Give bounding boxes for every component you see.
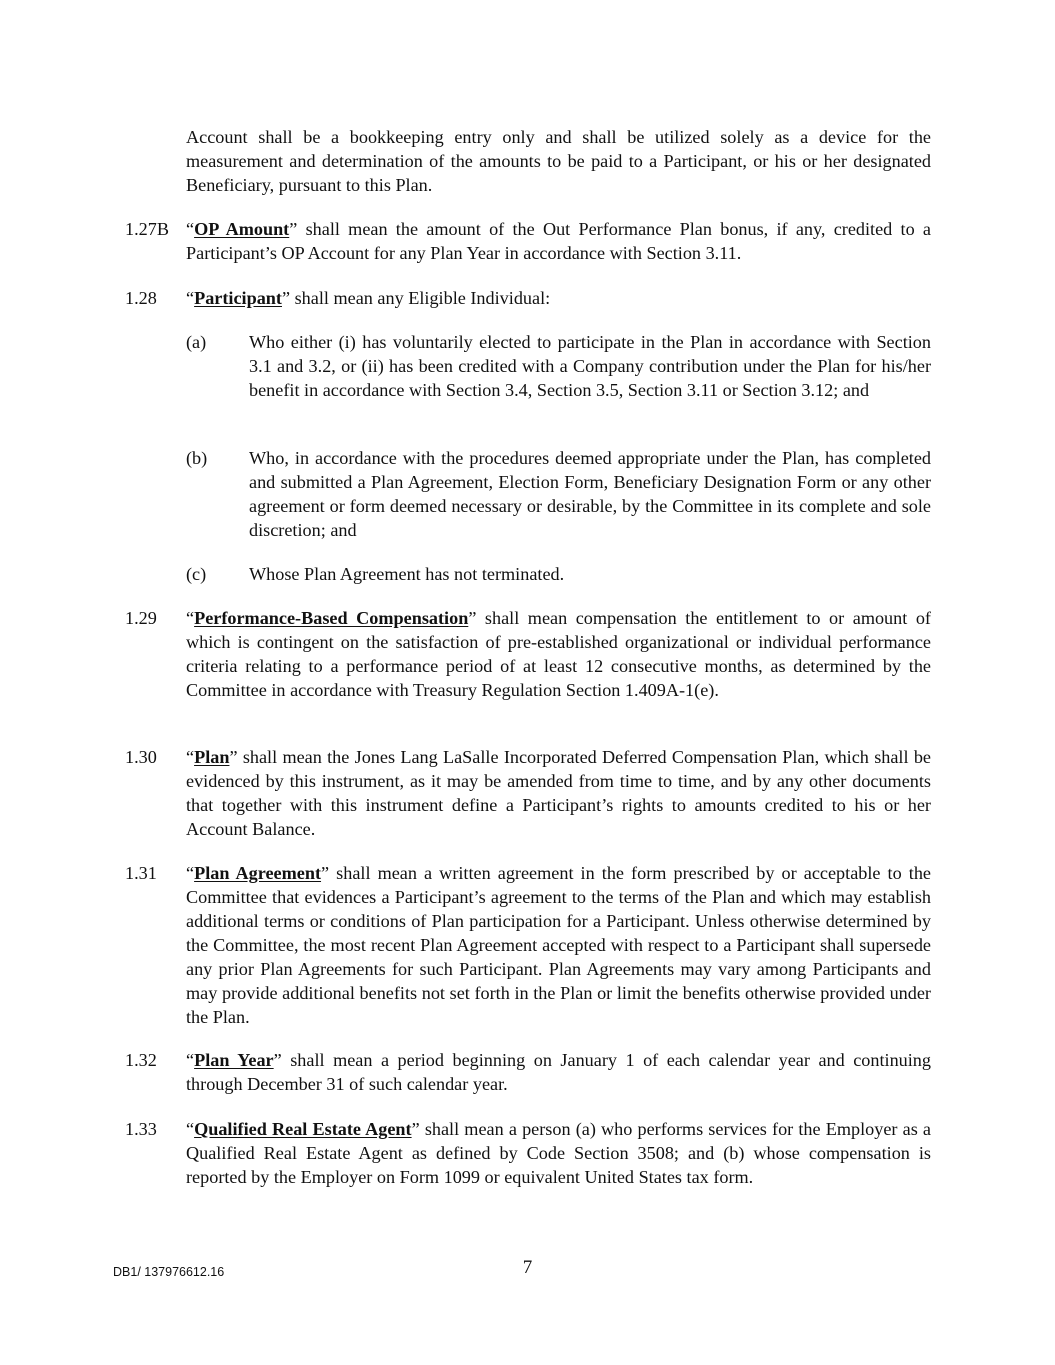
defined-term: OP Amount bbox=[194, 219, 290, 239]
open-quote: “ bbox=[186, 288, 195, 308]
open-quote: “ bbox=[186, 863, 195, 883]
section-number: 1.32 bbox=[125, 1050, 157, 1070]
section-number: 1.30 bbox=[125, 747, 157, 767]
defined-term: Performance-Based Compensation bbox=[194, 608, 469, 628]
subitem-text: Who, in accordance with the procedures deemed appropriate under the Plan, has completed and submitted a Plan Agreement, Election Form, Beneficiary Designation Form or any other agreement or form deemed necessary or desirable, by the Committee in its complete and sole discretion; and bbox=[249, 448, 931, 540]
document-id: DB1/ 137976612.16 bbox=[113, 1265, 225, 1279]
section-1-28-paragraph bbox=[186, 286, 931, 310]
open-quote: “ bbox=[186, 747, 195, 767]
open-quote: “ bbox=[186, 219, 195, 239]
section-1-31-paragraph bbox=[186, 861, 931, 1029]
section-number: 1.33 bbox=[125, 1119, 157, 1139]
section-1-27b-paragraph bbox=[186, 217, 931, 265]
definition-text: ” shall mean a written agreement in the form prescribed by or acceptable to the Committee that evidences a Participant’s agreement to the terms of the Plan and which may establish additional terms or conditions of Plan participation for a Participant. Unless otherwise determined by the Committee, the most recent Plan Agreement accepted with respect to a Participant shall supersede any prior Plan Agreements for such Participant. Plan Agreements may vary among Participants and may provide additional benefits not set forth in the Plan or limit the benefits otherwise provided under the Plan. bbox=[186, 863, 931, 1027]
subitem-text: Whose Plan Agreement has not terminated. bbox=[249, 564, 565, 584]
section-1-30-paragraph bbox=[186, 745, 931, 841]
subitem-text: Who either (i) has voluntarily elected to participate in the Plan in accordance with Section 3.1 and 3.2, or (ii) has been credited with a Company contribution under the Plan for his/her benefit in accordance with Section 3.4, Section 3.5, Section 3.11 or Section 3.12; and bbox=[249, 332, 931, 400]
page-number: 7 bbox=[522, 1257, 533, 1278]
definition-text: ” shall mean a person (a) who performs services for the Employer as a Qualified Real Estate Agent as defined by Code Section 3508; and (b) whose compensation is reported by the Employer on Form 1099 or equivalent United States tax form. bbox=[186, 1119, 931, 1187]
open-quote: “ bbox=[186, 1119, 195, 1139]
definition-text: ” shall mean a period beginning on January 1 of each calendar year and continuing through December 31 of such calendar year. bbox=[186, 1050, 931, 1094]
subitem-label: (a) bbox=[186, 332, 207, 352]
intro-paragraph: Account shall be a bookkeeping entry only and shall be utilized solely as a device for the measurement and determination of the amounts to be paid to a Participant, or his or her designated Beneficiary, pursuant to this Plan. bbox=[186, 127, 931, 195]
open-quote: “ bbox=[186, 1050, 195, 1070]
subitem-label: (c) bbox=[186, 564, 207, 584]
definition-text: ” shall mean any Eligible Individual: bbox=[281, 288, 551, 308]
open-quote: “ bbox=[186, 608, 195, 628]
definition-text: ” shall mean the Jones Lang LaSalle Incorporated Deferred Compensation Plan, which shall be evidenced by this instrument, as it may be amended from time to time, and by any other documents that together with this instrument define a Participant’s rights to amounts credited to his or her Account Balance. bbox=[186, 747, 931, 839]
section-number: 1.27B bbox=[125, 219, 169, 239]
section-number: 1.29 bbox=[125, 608, 157, 628]
defined-term: Plan bbox=[194, 747, 230, 767]
definition-text: ” shall mean compensation the entitlement to or amount of which is contingent on the satisfaction of pre-established organizational or individual performance criteria relating to a performance period of at least 12 consecutive months, as determined by the Committee in accordance with Treasury Regulation Section 1.409A-1(e). bbox=[186, 608, 931, 700]
section-1-29-paragraph bbox=[186, 606, 931, 702]
section-1-33-paragraph bbox=[186, 1117, 931, 1189]
section-number: 1.31 bbox=[125, 863, 157, 883]
section-number: 1.28 bbox=[125, 288, 157, 308]
defined-term: Plan Year bbox=[194, 1050, 274, 1070]
defined-term: Participant bbox=[194, 288, 282, 308]
definition-text: ” shall mean the amount of the Out Performance Plan bonus, if any, credited to a Participant’s OP Account for any Plan Year in accordance with Section 3.11. bbox=[186, 219, 931, 263]
defined-term: Qualified Real Estate Agent bbox=[194, 1119, 412, 1139]
subitem-label: (b) bbox=[186, 448, 208, 468]
defined-term: Plan Agreement bbox=[194, 863, 322, 883]
section-1-32-paragraph bbox=[186, 1048, 931, 1096]
